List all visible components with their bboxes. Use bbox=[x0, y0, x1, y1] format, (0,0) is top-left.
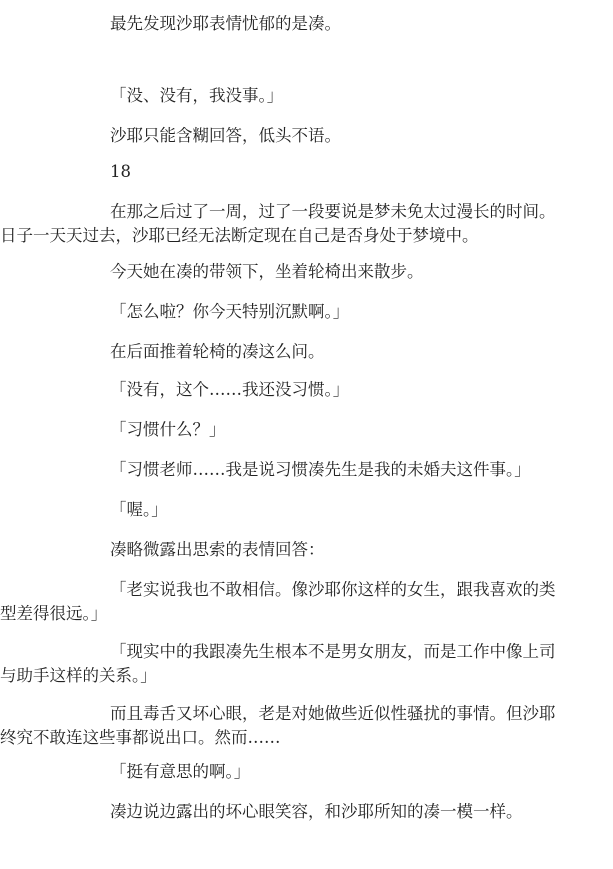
section-number: 18 bbox=[110, 162, 131, 181]
paragraph: 今天她在凑的带领下，坐着轮椅出来散步。 bbox=[110, 262, 424, 281]
paragraph: 「习惯老师……我是说习惯凑先生是我的未婚夫这件事。」 bbox=[110, 460, 531, 479]
paragraph: 凑略微露出思索的表情回答： bbox=[110, 540, 325, 559]
paragraph: 「习惯什么？」 bbox=[110, 420, 226, 439]
paragraph: 凑边说边露出的坏心眼笑容，和沙耶所知的凑一模一样。 bbox=[110, 802, 523, 821]
paragraph: 在那之后过了一周，过了一段要说是梦未免太过漫长的时间。日子一天天过去，沙耶已经无法断定现在自己是否身处于梦境中。 bbox=[0, 202, 556, 245]
paragraph: 「没、没有，我没事。」 bbox=[110, 86, 284, 105]
paragraph: 最先发现沙耶表情忧郁的是凑。 bbox=[110, 14, 341, 33]
paragraph: 「现实中的我跟凑先生根本不是男女朋友，而是工作中像上司与助手这样的关系。」 bbox=[0, 642, 556, 685]
paragraph: 「喔。」 bbox=[110, 500, 168, 519]
paragraph: 在后面推着轮椅的凑这么问。 bbox=[110, 342, 325, 361]
paragraph: 「老实说我也不敢相信。像沙耶你这样的女生，跟我喜欢的类型差得很远。」 bbox=[0, 580, 556, 623]
paragraph: 而且毒舌又坏心眼，老是对她做些近似性骚扰的事情。但沙耶终究不敢连这些事都说出口。然而…… bbox=[0, 704, 556, 747]
paragraph: 「挺有意思的啊。」 bbox=[110, 762, 251, 781]
paragraph: 「怎么啦？你今天特别沉默啊。」 bbox=[110, 302, 350, 321]
paragraph: 沙耶只能含糊回答，低头不语。 bbox=[110, 126, 341, 145]
paragraph: 「没有，这个……我还没习惯。」 bbox=[110, 380, 350, 399]
